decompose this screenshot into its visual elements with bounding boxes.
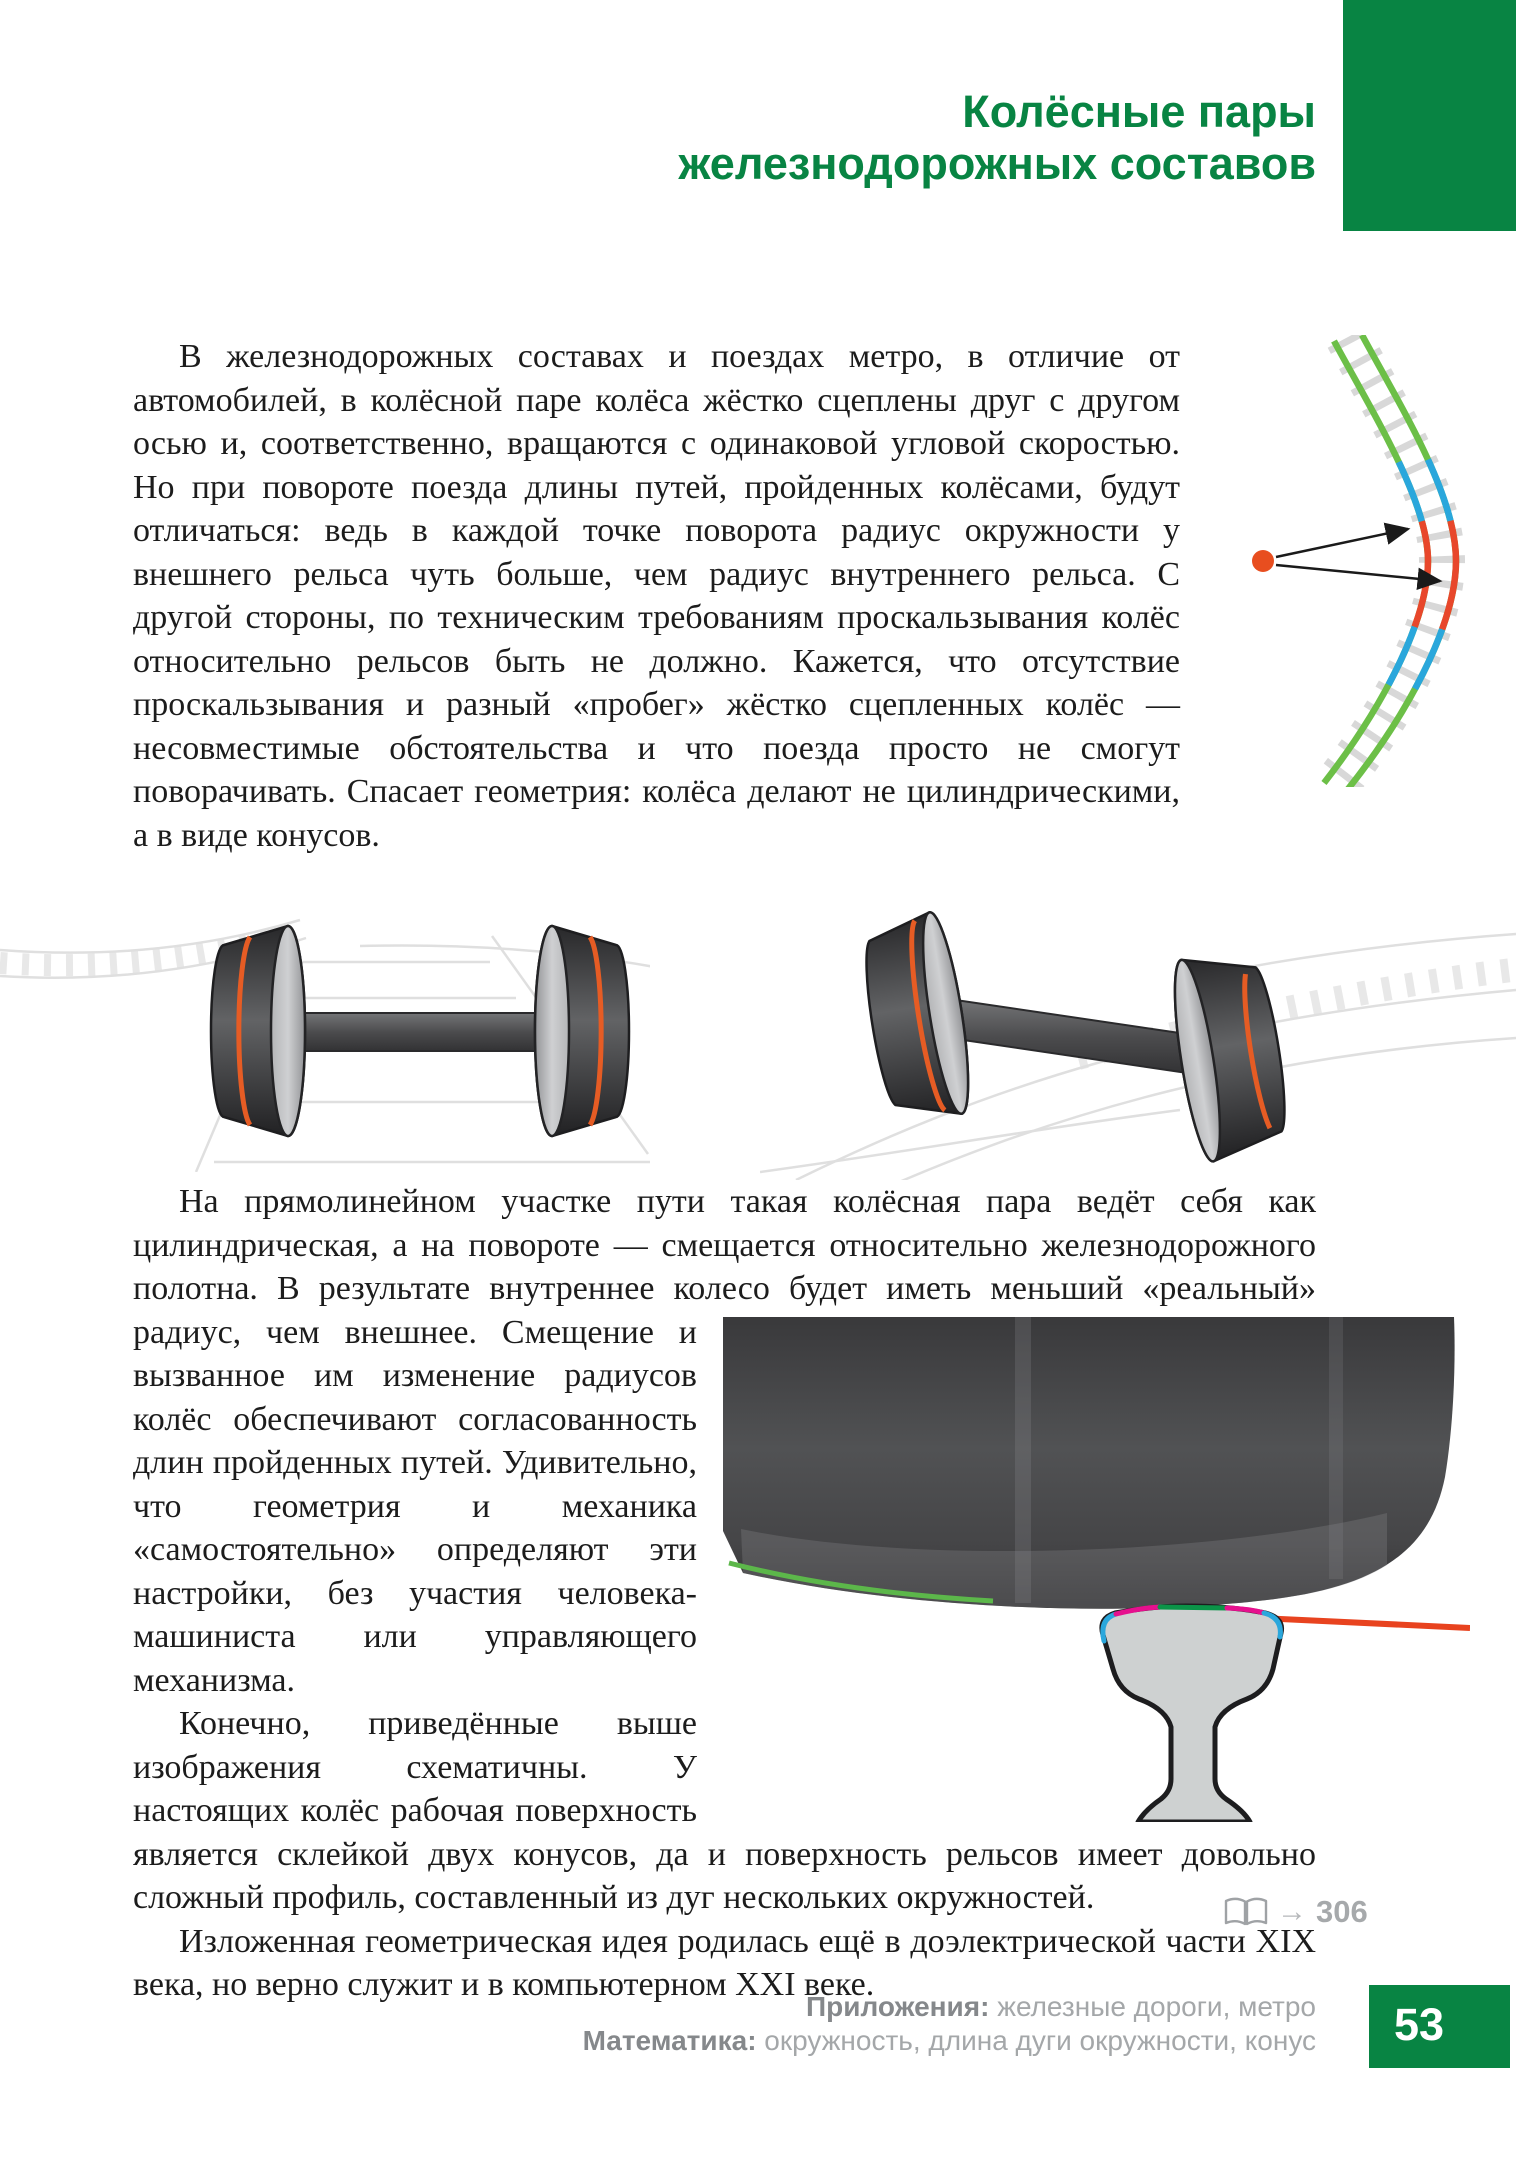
conical-wheel-right [535,926,629,1136]
reference-page-number: 306 [1316,1894,1368,1929]
wheel-highlight-1 [1015,1317,1031,1603]
page-title-line1: Колёсные пары [962,86,1316,137]
curve-center-dot [1252,550,1274,572]
footer-applications-line [583,1990,1316,2024]
page-number: 53 [1394,1999,1445,2050]
wheelset-straight-track-figure [0,850,650,1172]
curved-track-illustration [1196,335,1466,787]
arc-green-contact [1160,1607,1227,1608]
page-title [420,86,1316,190]
footer-applications-value: железные дороги, метро [997,1991,1316,2022]
cross-reference [1224,1894,1368,1930]
conical-wheel-right [1166,947,1295,1164]
paragraph-3: Конечно, приведённые выше изображения схематичны. У настоящих колёс рабочая поверхность является склейкой двух конусов, да и поверхность рельсов имеет довольно сложный профиль, составленный из дуг нескольких окружностей. [133,1705,1316,1916]
radius-arrow-outer [1276,565,1440,581]
footer-math-label: Математика: [582,2025,757,2056]
paragraph-2 [133,1180,1316,1702]
rail-profile [1102,1606,1282,1822]
curved-track-figure [1196,335,1466,787]
corner-accent-block [1343,0,1516,231]
footer-math-line [583,2024,1316,2058]
paragraph-4: Изложенная геометрическая идея родилась ещё в доэлектрической части XIX века, но верно служит и в компьютерном XXI веке. [133,1922,1316,2003]
page-number-box [1369,1985,1510,2068]
paragraph-1 [133,335,1316,857]
footer-index [583,1990,1316,2058]
footer-math-value: окружность, длина дуги окружности, конус [764,2025,1316,2056]
arrow-right-icon: → [1277,1895,1307,1928]
wheel-face [271,926,305,1136]
paragraph-1-text: В железнодорожных составах и поездах метро, в отличие от автомобилей, в колёсной паре колёса жёстко сцеплены друг с другом осью и, соответственно, вращаются с одинаковой угловой скоростью. Но при повороте поезда длины путей, пройденных колёсами, будут отличаться: ведь в каждой точке поворота радиус окружности у внешнего рельса чуть больше, чем радиус внутреннего рельса. С другой стороны, по техническим требованиям проскальзывания колёс относительно рельсов быть не должно. Кажется, что отсутствие проскальзывания и разный «пробег» жёстко сцепленных колёс — несовместимые обстоятельства и что поезда просто не смогут поворачивать. Спасает геометрия: колёса делают не цилиндрическими, а в виде конусов. [133,338,1180,854]
axle-tilted [943,999,1200,1074]
wheelset-figures-row [0,850,1516,1180]
main-section [133,1180,1316,2007]
footer-applications-label: Приложения: [806,1991,990,2022]
axle [286,1013,554,1051]
paragraph-2-text-a: На прямолинейном участке пути такая колёсная пара ведёт себя как цилиндрическая, а на повороте — смещается относительно железнодорожного полотна. В результате внутреннее колесо будет иметь меньший «реальный» радиус, чем внешнее. Смещение и [133,1183,1316,1351]
radius-arrow-inner [1276,529,1408,557]
conical-wheel-left [211,926,305,1136]
wheelset-curved-track-figure [760,850,1516,1180]
open-book-icon [1224,1896,1268,1928]
intro-section [133,335,1316,857]
wheel-profile-figure [715,1317,1470,1822]
wheel-highlight-2 [1329,1317,1343,1579]
paragraph-2-text-b: вызванное им изменение радиусов колёс обеспечивают согласованность длин пройденных путей. Удивительно, что геометрия и механика «самостоятельно» определяют эти настройки, без участия человека-машиниста или управляющего механизма. [133,1357,697,1699]
conical-wheel-left [856,910,977,1126]
wheel-on-rail-illustration [715,1317,1470,1822]
page-title-line2: железнодорожных составов [678,138,1316,189]
